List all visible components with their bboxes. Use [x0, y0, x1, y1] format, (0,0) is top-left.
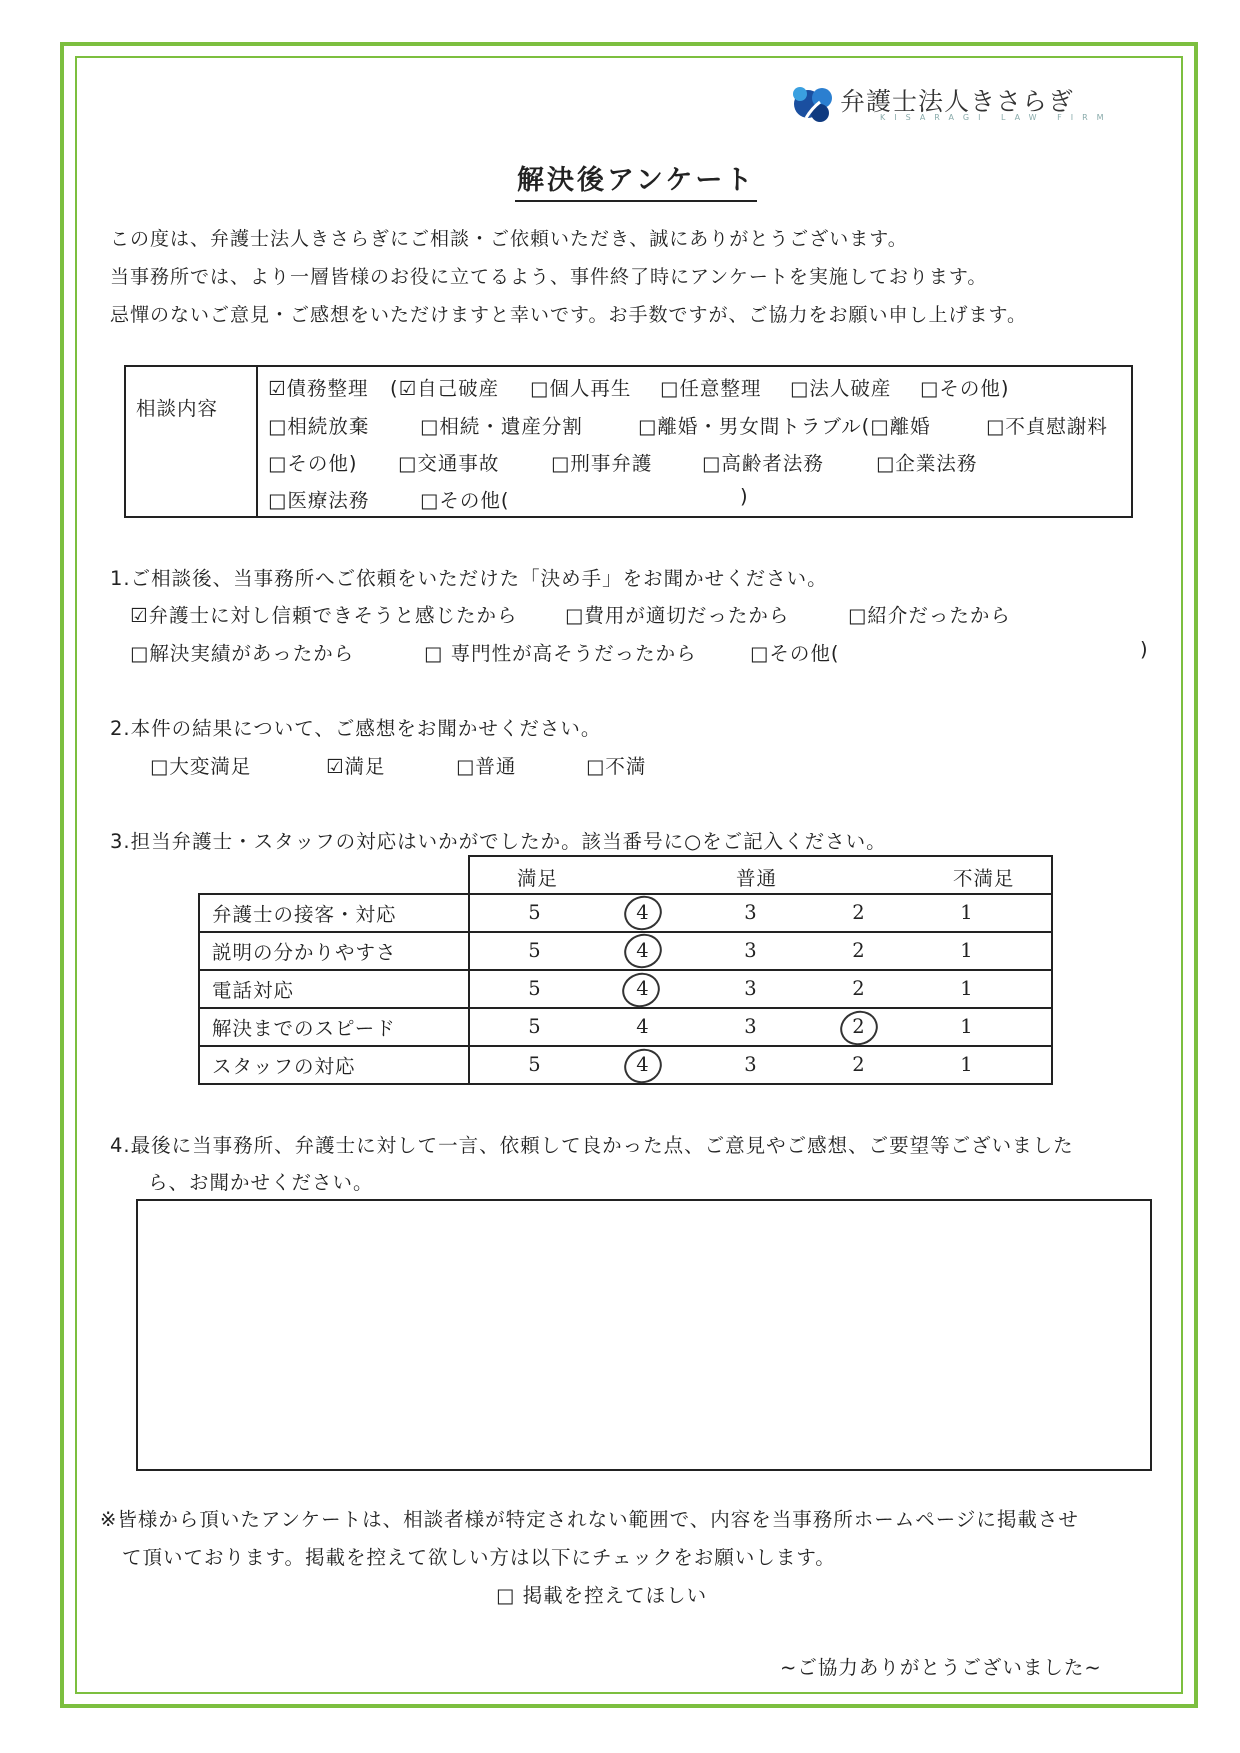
table-header-scale	[469, 856, 1052, 894]
row-scores	[469, 1046, 1052, 1084]
cat-medical-law[interactable]: □医療法務	[268, 489, 370, 512]
intro-text	[110, 220, 1027, 334]
selected-circle	[620, 929, 667, 973]
score-5[interactable]: 5	[528, 901, 542, 924]
score-5[interactable]: 5	[528, 1015, 542, 1038]
row-label-reception: 弁護士の接客・対応	[199, 894, 469, 932]
cat-personal-rehab[interactable]: □個人再生	[530, 377, 632, 400]
q1-question: 1.ご相談後、当事務所へご依頼をいただけた「決め手」をお聞かせください。	[110, 567, 828, 590]
q1-option-other[interactable]: □その他(	[750, 642, 840, 665]
q1-option-fee[interactable]: □費用が適切だったから	[565, 604, 790, 627]
score-5[interactable]: 5	[528, 1053, 542, 1076]
consultation-label-cell	[124, 365, 258, 518]
score-5[interactable]: 5	[528, 939, 542, 962]
row-scores	[469, 932, 1052, 970]
q2-option-satisfied[interactable]: ☑満足	[326, 755, 386, 778]
selected-circle	[618, 968, 665, 1012]
cat-traffic-accident[interactable]: □交通事故	[398, 452, 500, 475]
row-label-speed: 解決までのスピード	[199, 1008, 469, 1046]
cat-debt-consolidation[interactable]: ☑債務整理	[268, 377, 369, 400]
score-3[interactable]: 3	[744, 1015, 758, 1038]
intro-line: 当事務所では、より一層皆様のお役に立てるよう、事件終了時にアンケートを実施しております。	[110, 266, 988, 288]
cat-elderly-law[interactable]: □高齢者法務	[702, 452, 824, 475]
cat-voluntary-arrangement[interactable]: □任意整理	[660, 377, 762, 400]
score-2[interactable]: 2	[852, 1015, 866, 1038]
score-4[interactable]: 4	[636, 1015, 650, 1038]
table-row	[199, 1008, 1052, 1046]
score-4[interactable]: 4	[636, 901, 650, 924]
cat-other[interactable]: □その他(	[420, 489, 510, 512]
table-row	[199, 1046, 1052, 1084]
page-title: 解決後アンケート	[515, 158, 757, 202]
score-2[interactable]: 2	[852, 977, 866, 1000]
cat-corporate-bankruptcy[interactable]: □法人破産	[790, 377, 892, 400]
closing-message: ~ご協力ありがとうございました~	[780, 1656, 1102, 1679]
score-3[interactable]: 3	[744, 901, 758, 924]
row-scores	[469, 1008, 1052, 1046]
comment-input[interactable]	[136, 1199, 1152, 1471]
header-dissatisfied: 不満足	[953, 867, 1015, 890]
score-3[interactable]: 3	[744, 1053, 758, 1076]
score-1[interactable]: 1	[960, 901, 974, 924]
selected-circle	[620, 891, 667, 935]
consultation-label: 相談内容	[136, 397, 219, 420]
score-1[interactable]: 1	[960, 977, 974, 1000]
score-4[interactable]: 4	[636, 977, 650, 1000]
score-4[interactable]: 4	[636, 1053, 650, 1076]
header-neutral: 普通	[736, 867, 778, 890]
q1-option-trust[interactable]: ☑弁護士に対し信頼できそうと感じたから	[130, 604, 518, 627]
score-3[interactable]: 3	[744, 939, 758, 962]
q4-question-line1: 4.最後に当事務所、弁護士に対して一言、依頼して良かった点、ご意見やご感想、ご要望等ございました	[110, 1134, 1074, 1157]
q1-option-referral[interactable]: □紹介だったから	[848, 604, 1011, 627]
intro-line: 忌憚のないご意見・ご感想をいただけますと幸いです。お手数ですが、ご協力をお願い申し上げます。	[110, 304, 1027, 326]
score-4[interactable]: 4	[636, 939, 650, 962]
selected-circle	[836, 1006, 883, 1050]
q2-question: 2.本件の結果について、ご感想をお聞かせください。	[110, 717, 602, 740]
q1-option-expertise[interactable]: □ 専門性が高そうだったから	[424, 642, 697, 665]
cat-corporate-law[interactable]: □企業法務	[876, 452, 978, 475]
table-corner	[199, 856, 469, 894]
cat-inheritance-division[interactable]: □相続・遺産分割	[420, 415, 583, 438]
score-1[interactable]: 1	[960, 939, 974, 962]
firm-subtitle: KISARAGI LAW FIRM	[880, 113, 1113, 122]
score-1[interactable]: 1	[960, 1053, 974, 1076]
q2-option-neutral[interactable]: □普通	[456, 755, 517, 778]
table-row	[199, 932, 1052, 970]
evaluation-table	[198, 855, 1053, 1085]
row-scores	[469, 894, 1052, 932]
row-label-phone: 電話対応	[199, 970, 469, 1008]
cat-other-close: )	[740, 485, 749, 508]
cat-divorce[interactable]: □離婚・男女間トラブル(□離婚	[638, 415, 931, 438]
score-3[interactable]: 3	[744, 977, 758, 1000]
intro-line: この度は、弁護士法人きさらぎにご相談・ご依頼いただき、誠にありがとうございます。	[110, 228, 908, 250]
publication-note-line2: て頂いております。掲載を控えて欲しい方は以下にチェックをお願いします。	[122, 1546, 836, 1569]
score-2[interactable]: 2	[852, 1053, 866, 1076]
row-label-staff: スタッフの対応	[199, 1046, 469, 1084]
q2-option-very-satisfied[interactable]: □大変満足	[150, 755, 252, 778]
q2-option-dissatisfied[interactable]: □不満	[586, 755, 647, 778]
table-row	[199, 970, 1052, 1008]
cat-other-debt[interactable]: □その他)	[920, 377, 1010, 400]
score-2[interactable]: 2	[852, 939, 866, 962]
cat-personal-bankruptcy[interactable]: (☑自己破産	[390, 377, 500, 400]
q3-question: 3.担当弁護士・スタッフの対応はいかがでしたか。該当番号に○をご記入ください。	[110, 830, 887, 853]
publication-optout-checkbox[interactable]: □ 掲載を控えてほしい	[496, 1584, 708, 1607]
q4-question-line2: ら、お聞かせください。	[148, 1171, 374, 1194]
cat-criminal-defense[interactable]: □刑事弁護	[551, 452, 653, 475]
table-row	[199, 894, 1052, 932]
header-satisfied: 満足	[517, 867, 559, 890]
cat-inheritance-renunciation[interactable]: □相続放棄	[268, 415, 370, 438]
q1-other-close: )	[1140, 638, 1149, 661]
publication-note-line1: ※皆様から頂いたアンケートは、相談者様が特定されない範囲で、内容を当事務所ホームページに掲載させ	[100, 1508, 1079, 1531]
q1-option-track-record[interactable]: □解決実績があったから	[130, 642, 355, 665]
score-5[interactable]: 5	[528, 977, 542, 1000]
cat-infidelity[interactable]: □不貞慰謝料	[986, 415, 1108, 438]
score-1[interactable]: 1	[960, 1015, 974, 1038]
cat-other-family[interactable]: □その他)	[268, 452, 358, 475]
row-label-clarity: 説明の分かりやすさ	[199, 932, 469, 970]
row-scores	[469, 970, 1052, 1008]
firm-name: 弁護士法人きさらぎ	[840, 87, 1075, 116]
score-2[interactable]: 2	[852, 901, 866, 924]
selected-circle	[620, 1044, 667, 1088]
